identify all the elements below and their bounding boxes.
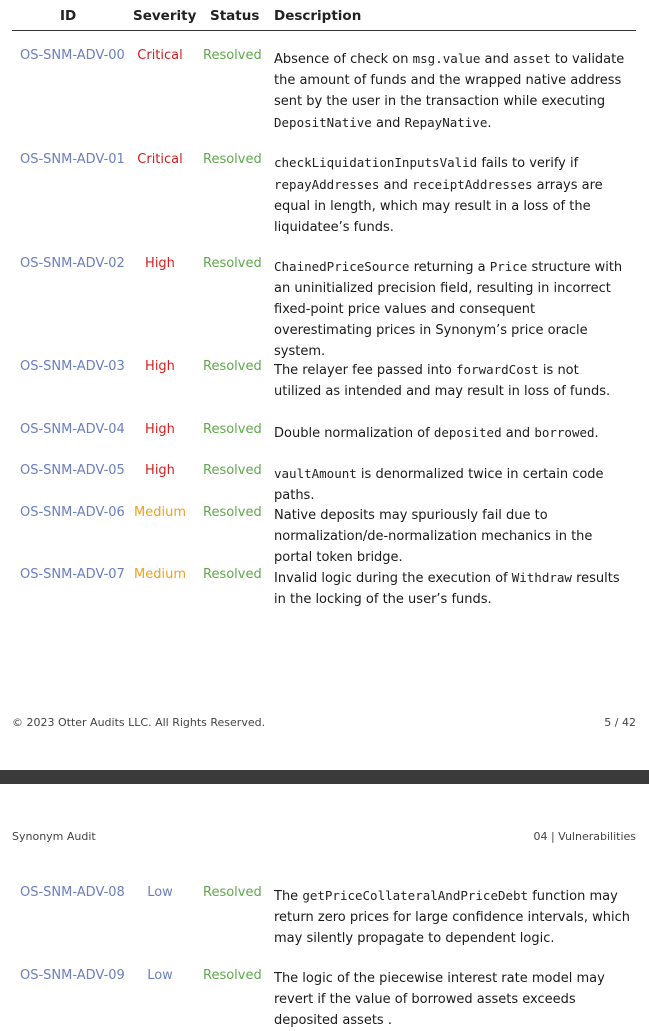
description-text: .: [487, 116, 492, 131]
code-identifier: DepositNative: [274, 115, 372, 130]
description-text: arrays are equal in length, which may result in a loss of the liquidatee’s funds.: [274, 178, 603, 235]
description-text: and: [371, 116, 405, 131]
description-text: is denormalized twice in certain code paths.: [274, 467, 604, 503]
severity-label: Low: [147, 968, 173, 983]
finding-description: [274, 567, 630, 610]
code-identifier: deposited: [433, 425, 502, 440]
description-text: function may return zero prices for large confidence intervals, which may silently propagate to dependent logic.: [274, 889, 630, 946]
code-identifier: repayAddresses: [274, 177, 380, 192]
severity-label: High: [145, 463, 175, 478]
code-identifier: msg.value: [412, 51, 481, 66]
finding-id: OS-SNM-ADV-01: [20, 152, 125, 167]
finding-description: [274, 422, 630, 444]
code-identifier: checkLiquidationInputsValid: [274, 155, 478, 170]
finding-description: [274, 505, 630, 568]
description-text: and: [480, 52, 514, 67]
finding-id: OS-SNM-ADV-05: [20, 463, 125, 478]
description-text: returning a: [409, 260, 490, 275]
severity-label: Medium: [134, 505, 186, 520]
severity-label: Critical: [137, 152, 183, 167]
status-label: Resolved: [203, 505, 262, 520]
footer-copyright: © 2023 Otter Audits LLC. All Rights Reserved.: [12, 716, 266, 729]
code-identifier: borrowed: [534, 425, 595, 440]
description-text: Double normalization of: [274, 426, 434, 441]
description-text: Native deposits may spuriously fail due to normalization/de-normalization mechanics in the portal token bridge.: [274, 508, 593, 565]
finding-description: [274, 463, 630, 506]
description-text: Absence of check on: [274, 52, 413, 67]
severity-label: Critical: [137, 48, 183, 63]
table-header: [12, 0, 636, 31]
code-identifier: getPriceCollateralAndPriceDebt: [302, 888, 529, 903]
finding-id: OS-SNM-ADV-02: [20, 256, 125, 271]
status-label: Resolved: [203, 968, 262, 983]
severity-label: Medium: [134, 567, 186, 582]
description-text: fails to verify if: [477, 156, 579, 171]
header-status: Status: [210, 8, 260, 24]
finding-description: [274, 968, 630, 1031]
status-label: Resolved: [203, 152, 262, 167]
severity-label: High: [145, 256, 175, 271]
description-text: The: [274, 889, 303, 904]
severity-label: High: [145, 422, 175, 437]
description-text: and: [379, 178, 413, 193]
finding-id: OS-SNM-ADV-00: [20, 48, 125, 63]
document-page-6: [0, 784, 649, 1028]
description-text: results in the locking of the user’s funds.: [274, 571, 620, 607]
description-text: to validate the amount of funds and the wrapped native address sent by the user in the transaction while executing: [274, 52, 625, 109]
finding-id: OS-SNM-ADV-04: [20, 422, 125, 437]
severity-label: High: [145, 359, 175, 374]
finding-id: OS-SNM-ADV-07: [20, 567, 125, 582]
finding-description: [274, 256, 630, 362]
finding-id: OS-SNM-ADV-08: [20, 885, 125, 900]
description-text: The relayer fee passed into: [274, 363, 456, 378]
finding-id: OS-SNM-ADV-09: [20, 968, 125, 983]
code-identifier: forwardCost: [456, 362, 539, 377]
description-text: Invalid logic during the execution of: [274, 571, 512, 586]
description-text: structure with an uninitialized precision field, resulting in incorrect fixed-point price values and consequent overestimating prices in Synonym’s price oracle system.: [274, 260, 623, 359]
description-text: is not utilized as intended and may result in loss of funds.: [274, 363, 611, 399]
finding-description: [274, 359, 630, 402]
description-text: and: [501, 426, 535, 441]
code-identifier: RepayNative: [404, 115, 488, 130]
header-description: Description: [274, 8, 362, 24]
footer-page-number: 5 / 42: [604, 716, 636, 729]
severity-label: Low: [147, 885, 173, 900]
description-text: .: [594, 426, 599, 441]
header-severity: Severity: [133, 8, 197, 24]
status-label: Resolved: [203, 422, 262, 437]
header-id: ID: [60, 8, 77, 24]
running-header-title: Synonym Audit: [12, 830, 96, 843]
code-identifier: asset: [513, 51, 551, 66]
running-header-section: 04 | Vulnerabilities: [533, 830, 636, 843]
code-identifier: vaultAmount: [274, 466, 357, 481]
status-label: Resolved: [203, 359, 262, 374]
status-label: Resolved: [203, 885, 262, 900]
finding-description: [274, 885, 630, 949]
finding-id: OS-SNM-ADV-03: [20, 359, 125, 374]
description-text: The logic of the piecewise interest rate model may revert if the value of borrowed assets exceeds deposited assets .: [274, 971, 605, 1028]
code-identifier: Withdraw: [511, 570, 572, 585]
code-identifier: receiptAddresses: [412, 177, 533, 192]
status-label: Resolved: [203, 256, 262, 271]
code-identifier: ChainedPriceSource: [274, 259, 410, 274]
page-separator: [0, 770, 649, 784]
code-identifier: Price: [489, 259, 528, 274]
finding-description: [274, 152, 630, 238]
finding-description: [274, 48, 630, 134]
finding-id: OS-SNM-ADV-06: [20, 505, 125, 520]
status-label: Resolved: [203, 567, 262, 582]
status-label: Resolved: [203, 463, 262, 478]
status-label: Resolved: [203, 48, 262, 63]
